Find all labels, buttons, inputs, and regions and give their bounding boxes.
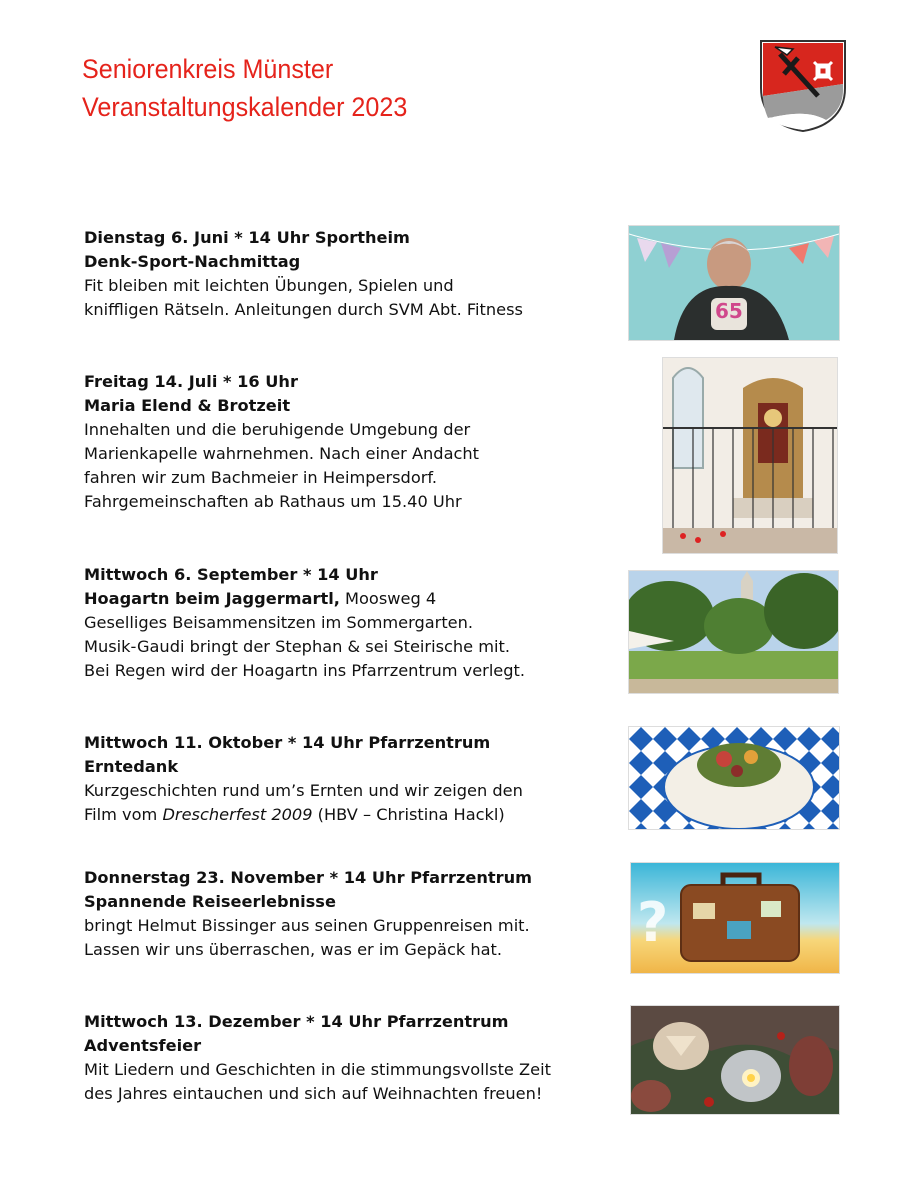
event-film-line [84, 803, 604, 827]
suitcase-photo [630, 862, 840, 974]
event-title-line [84, 587, 604, 611]
event-date: Dienstag 6. Juni * 14 Uhr Sportheim [84, 228, 410, 247]
event-text-line: Kurzgeschichten rund um’s Ernten und wir zeigen den [84, 781, 523, 800]
event-date: Mittwoch 11. Oktober * 14 Uhr Pfarrzentrum [84, 733, 491, 752]
film-credit: (HBV – Christina Hackl) [312, 805, 505, 824]
header-title: Seniorenkreis Münster [82, 54, 334, 84]
bavarian-harvest-photo [628, 726, 840, 830]
event-date: Mittwoch 13. Dezember * 14 Uhr Pfarrzentrum [84, 1012, 509, 1031]
svg-text:?: ? [637, 891, 669, 954]
event-text-line: Marienkapelle wahrnehmen. Nach einer Andacht [84, 444, 479, 463]
page-header [82, 50, 432, 126]
header-subtitle: Veranstaltungskalender 2023 [82, 92, 408, 122]
event-title: Hoagartn beim Jaggermartl, [84, 589, 340, 608]
event-text-line: Geselliges Beisammensitzen im Sommergarten. [84, 613, 474, 632]
event-date: Donnerstag 23. November * 14 Uhr Pfarrzentrum [84, 868, 533, 887]
coat-of-arms-icon [758, 38, 848, 133]
event-date: Mittwoch 6. September * 14 Uhr [84, 565, 378, 584]
event-june [84, 226, 604, 322]
film-prefix: Film vom [84, 805, 163, 824]
event-title: Maria Elend & Brotzeit [84, 396, 291, 415]
event-text-line: Innehalten und die beruhigende Umgebung der [84, 420, 471, 439]
event-november [84, 866, 604, 962]
event-title: Denk-Sport-Nachmittag [84, 252, 301, 271]
event-location: Moosweg 4 [339, 589, 437, 608]
event-title: Erntedank [84, 757, 179, 776]
event-text-line: bringt Helmut Bissinger aus seinen Gruppenreisen mit. [84, 916, 530, 935]
event-september [84, 563, 604, 683]
event-text-line: Lassen wir uns überraschen, was er im Gepäck hat. [84, 940, 503, 959]
event-title: Spannende Reiseerlebnisse [84, 892, 336, 911]
event-text-line: fahren wir zum Bachmeier in Heimpersdorf. [84, 468, 438, 487]
event-text-line: Fit bleiben mit leichten Übungen, Spielen und [84, 276, 454, 295]
event-text-line: kniffligen Rätseln. Anleitungen durch SVM Abt. Fitness [84, 300, 523, 319]
event-text-line: Bei Regen wird der Hoagartn ins Pfarrzentrum verlegt. [84, 661, 526, 680]
event-text-line: Mit Liedern und Geschichten in die stimmungsvollste Zeit [84, 1060, 551, 1079]
garden-photo [628, 570, 839, 694]
event-date: Freitag 14. Juli * 16 Uhr [84, 372, 298, 391]
event-july [84, 370, 604, 514]
film-title: Drescherfest 2009 [162, 805, 313, 824]
advent-candles-photo [630, 1005, 840, 1115]
event-text-line: Musik-Gaudi bringt der Stephan & sei Steirische mit. [84, 637, 511, 656]
svg-text:65: 65 [715, 299, 743, 323]
event-title: Adventsfeier [84, 1036, 202, 1055]
chapel-altar-photo [662, 357, 838, 554]
event-text-line: Fahrgemeinschaften ab Rathaus um 15.40 Uhr [84, 492, 462, 511]
event-text-line: des Jahres eintauchen und sich auf Weihnachten freuen! [84, 1084, 543, 1103]
birthday-senior-photo [628, 225, 840, 341]
event-october [84, 731, 604, 827]
event-december [84, 1010, 604, 1106]
